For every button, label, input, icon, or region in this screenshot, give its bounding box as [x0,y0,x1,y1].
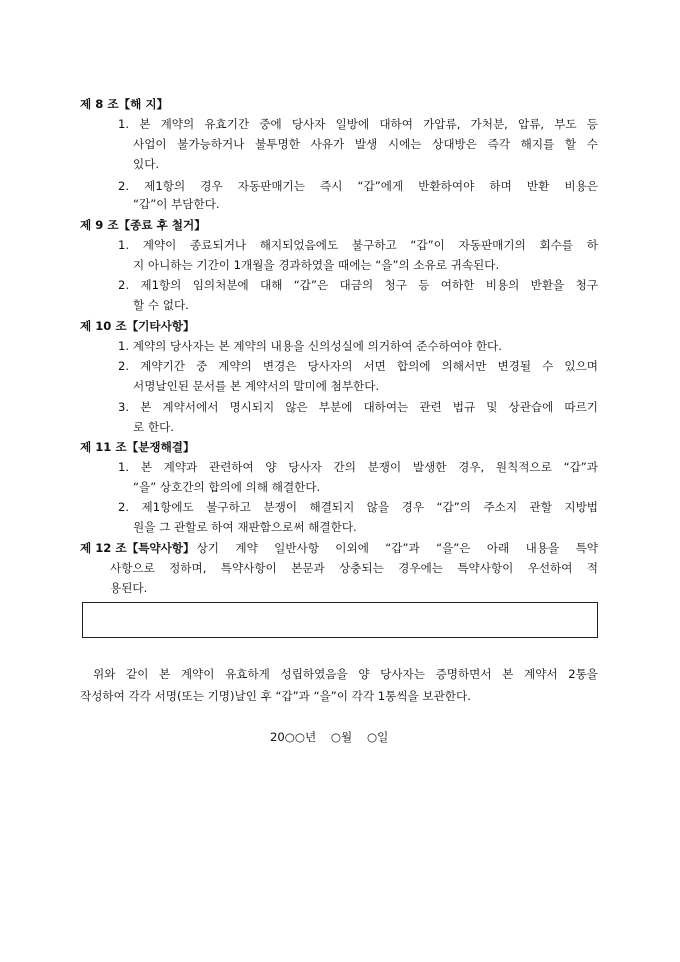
article-8-item-1-line-3: 있다. [133,157,160,171]
article-12-line-2: 사항으로 정하며, 특약사항이 본문과 상충되는 경우에는 특약사항이 우선하여 적 [110,561,598,575]
closing-line-1: 위와 같이 본 계약이 유효하게 성립하였음을 양 당사자는 증명하면서 본 계약서 2통을 [93,667,598,681]
article-12-heading: 제 12 조【특약사항】 [80,541,195,555]
article-10-item-1-line-1: 1. 계약의 당사자는 본 계약의 내용을 신의성실에 의거하여 준수하여야 한다. [118,339,502,353]
article-9-heading: 제 9 조【종료 후 철거】 [80,218,206,232]
article-10-item-3-line-2: 로 한다. [133,420,174,434]
article-10-item-2-line-2: 서명날인된 문서를 본 계약서의 말미에 첨부한다. [133,379,380,393]
article-8-item-1-line-1: 1. 본 계약의 유효기간 중에 당사자 일방에 대하여 가압류, 가처분, 압류, 부도 등 [118,117,598,131]
special-terms-box [82,602,598,638]
article-12-first-line [80,540,598,556]
article-8-heading: 제 8 조【해 지】 [80,97,169,111]
article-9-item-1-line-2: 지 아니하는 기간이 1개월을 경과하였을 때에는 “을”의 소유로 귀속된다. [133,258,500,272]
article-10-heading: 제 10 조【기타사항】 [80,319,195,333]
article-11-item-2-line-2: 원을 그 관할로 하여 재판함으로써 해결한다. [133,520,357,534]
article-11-item-1-line-1: 1. 본 계약과 관련하여 양 당사자 간의 분쟁이 발생한 경우, 원칙적으로 “갑”과 [118,460,598,474]
article-8-item-2-line-1: 2. 제1항의 경우 자동판매기는 즉시 “갑”에게 반환하여야 하며 반환 비용은 [118,179,598,193]
article-12-line-3: 용된다. [110,581,148,595]
article-11-item-1-line-2: “을” 상호간의 합의에 의해 해결한다. [133,480,321,494]
article-11-item-2-line-1: 2. 제1항에도 불구하고 분쟁이 해결되지 않을 경우 “갑”의 주소지 관할 지방법 [118,500,598,514]
article-9-item-2-line-1: 2. 제1항의 임의처분에 대해 “갑”은 대금의 청구 등 여하한 비용의 반환을 청구 [118,278,598,292]
article-12-lead: 상기 계약 일반사항 이외에 “갑”과 “을”은 아래 내용을 특약 [196,541,598,555]
contract-date: 20○○년 ○월 ○일 [270,730,389,744]
article-9-item-2-line-2: 할 수 없다. [133,298,189,312]
article-10-item-2-line-1: 2. 계약기간 중 계약의 변경은 당사자의 서면 합의에 의해서만 변경될 수 있으며 [118,359,598,373]
article-11-heading: 제 11 조【분쟁해결】 [80,440,195,454]
article-10-item-3-line-1: 3. 본 계약서에서 명시되지 않은 부분에 대하여는 관련 법규 및 상관습에 따르기 [118,400,598,414]
article-8-item-1-line-2: 사업이 불가능하거나 불투명한 사유가 발생 시에는 상대방은 즉각 해지를 할 수 [133,137,598,151]
article-8-item-2-line-2: “갑”이 부담한다. [133,197,220,211]
closing-line-2: 작성하여 각각 서명(또는 기명)날인 후 “갑”과 “을”이 각각 1통씩을 보관한다. [80,689,471,703]
article-9-item-1-line-1: 1. 계약이 종료되거나 해지되었음에도 불구하고 “갑”이 자동판매기의 회수를 하 [118,238,598,252]
